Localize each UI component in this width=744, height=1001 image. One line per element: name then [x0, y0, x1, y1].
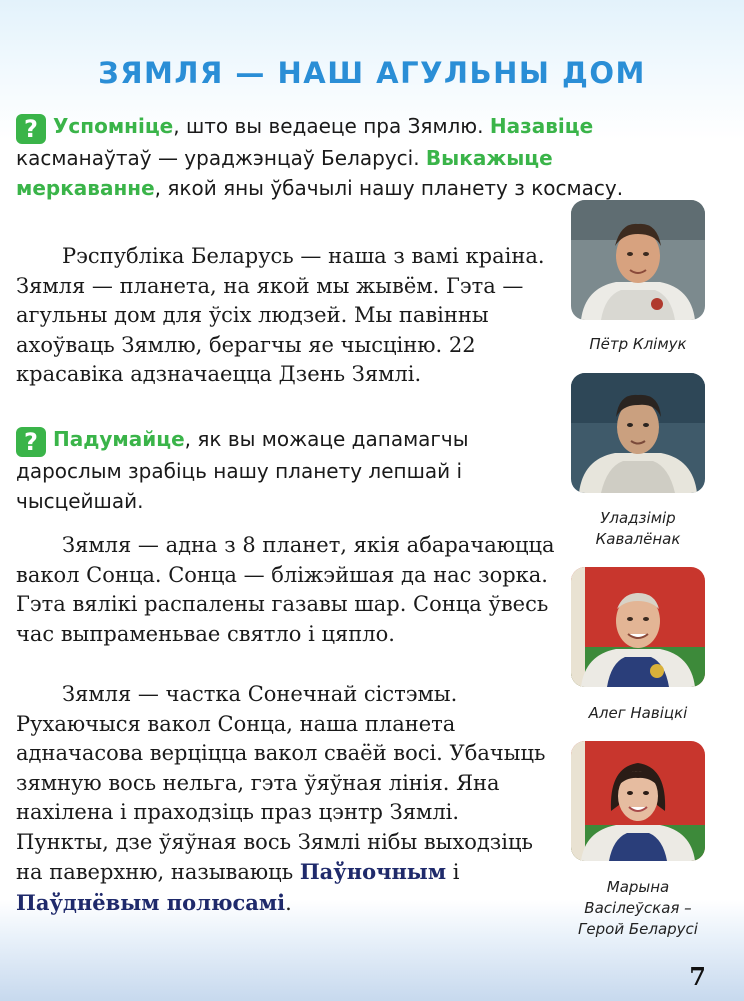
task-text: , як вы можаце дапамагчы дарослым зрабіць нашу планету лепшай і чысцейшай. — [16, 427, 469, 513]
question-icon: ? — [16, 114, 46, 144]
task-text: , якой яны ўбачылі нашу планету з космасу. — [154, 175, 624, 200]
caption-navitski: Алег Навіцкі — [588, 704, 688, 722]
paragraph-earth-axis — [16, 680, 556, 918]
task-text: , што вы ведаеце пра Зямлю. — [173, 114, 490, 138]
caption-line: Марына — [606, 878, 670, 896]
task-block-1 — [16, 112, 686, 203]
task-verb: Успомніце — [53, 114, 174, 138]
paragraph-earth-home: Рэспубліка Беларусь — наша з вамі краіна. Зямля — планета, на якой мы жывём. Гэта — агульны дом для ўсіх людзей. Мы павінны ахоўваць Зямлю, берагчы яе чысціню. 22 красавіка адзначаецца Дзень Зямлі. — [16, 244, 545, 386]
page-number: 7 — [689, 962, 706, 991]
term-north-pole: Паўночным — [299, 859, 447, 884]
caption-kavalyonak — [560, 508, 716, 550]
caption-line: Васілеўская – — [584, 899, 692, 917]
task-verb: Падумайце — [53, 427, 185, 451]
portrait-kavalyonak — [571, 373, 705, 493]
portrait-navitski — [571, 567, 705, 687]
caption-line: Уладзімір — [600, 509, 676, 527]
caption-line: Кавалёнак — [595, 530, 681, 548]
paragraph-sun: Зямля — адна з 8 планет, якія абарачаюцца вакол Сонца. Сонца — бліжэйшая да нас зорка. Гэта вялікі распалены газавы шар. Сонца ўвесь час выпраменьвае святло і цяпло. — [16, 533, 555, 646]
task-text: касманаўтаў — ураджэнцаў Беларусі. — [16, 146, 426, 170]
paragraph-text: і — [446, 860, 460, 884]
term-south-pole: Паўднёвым полюсамі — [16, 889, 286, 915]
paragraph-text: Зямля — частка Сонечнай сістэмы. Рухаючыся вакол Сонца, наша планета адначасова верціцца вакол сваёй восі. Убачыць зямную вось нельга, гэта ўяўная лінія. Яна нахілена і праходзіць праз цэнтр Зямлі. Пункты, дзе ўяўная вось Зямлі нібы выходзіць на паверхню, называюць — [16, 682, 546, 884]
task-block-2 — [16, 425, 556, 516]
caption-line: Герой Беларусі — [578, 920, 698, 938]
portrait-vasileuskaya — [571, 741, 705, 861]
paragraph-text: . — [285, 890, 292, 915]
task-verb: Назавіце — [489, 114, 594, 138]
task-verb: Выкажыце меркаванне — [16, 146, 553, 200]
caption-vasileuskaya — [560, 877, 716, 940]
page-title: ЗЯМЛЯ — НАШ АГУЛЬНЫ ДОМ — [98, 56, 646, 90]
caption-klimuk: Пётр Клімук — [589, 335, 687, 353]
question-icon: ? — [16, 427, 46, 457]
portrait-klimuk — [571, 200, 705, 320]
